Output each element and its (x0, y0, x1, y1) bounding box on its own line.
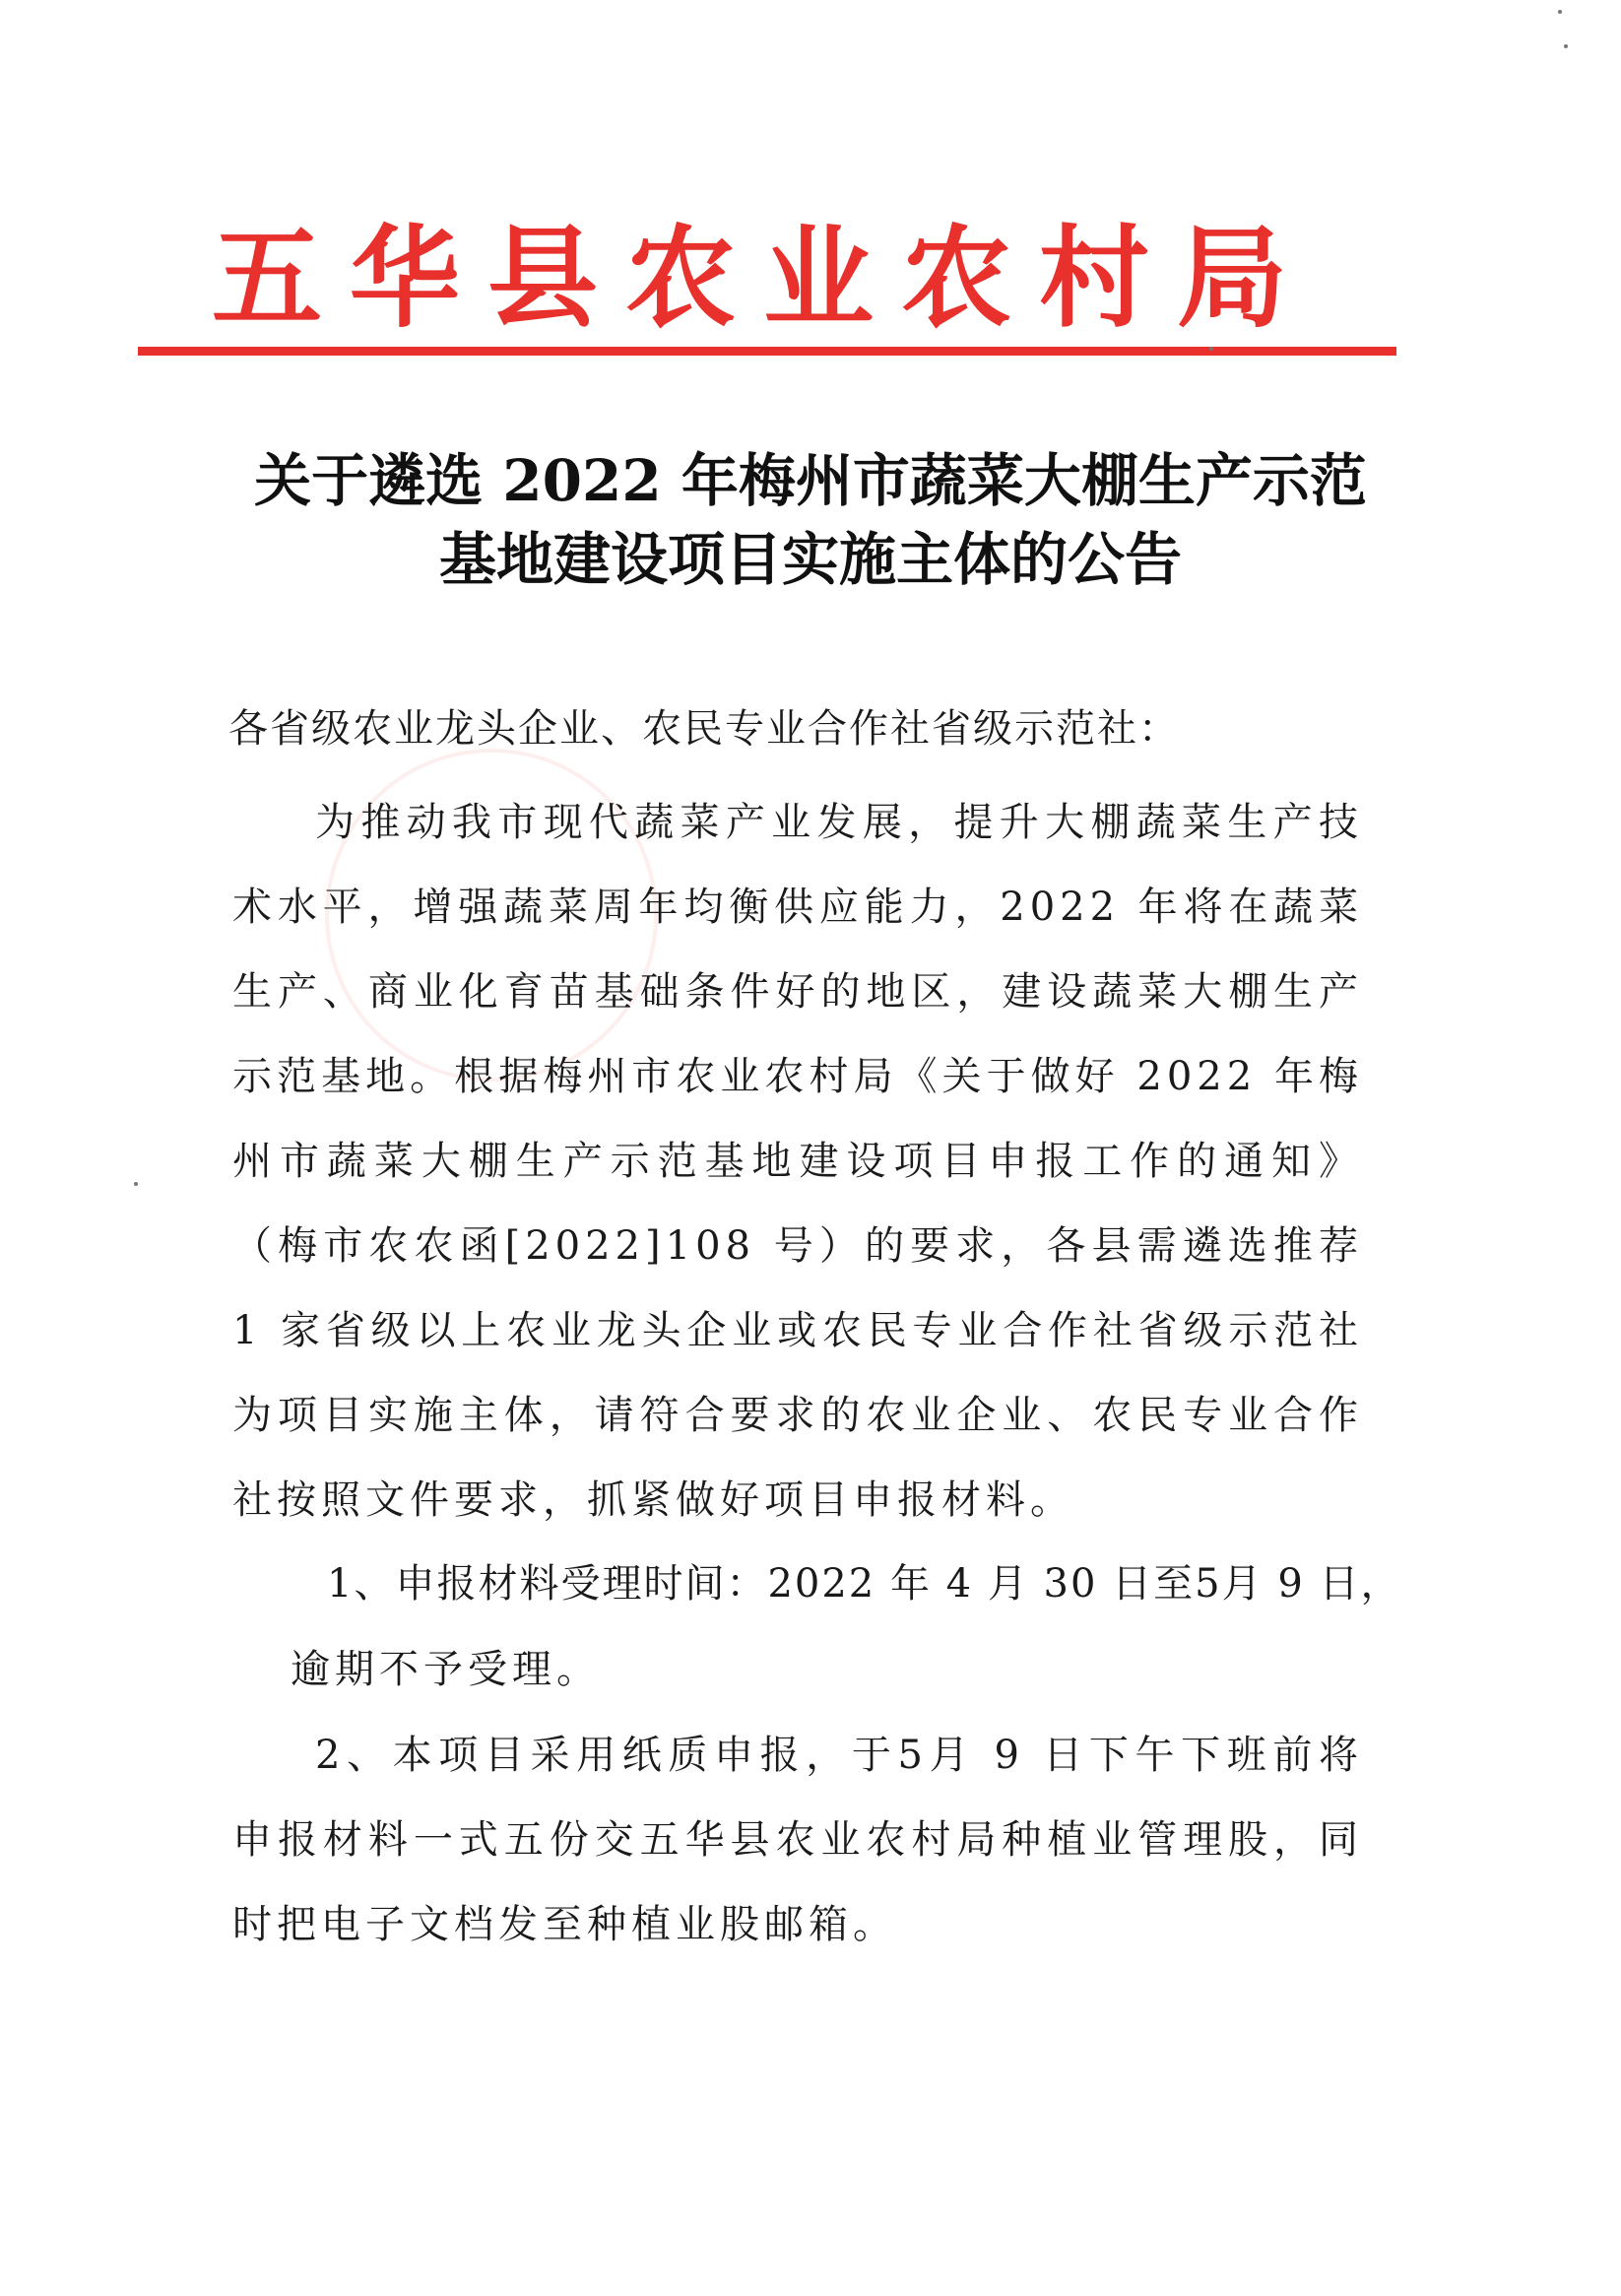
notice-title-line-2: 基地建设项目实施主体的公告 (438, 526, 1182, 593)
body-paragraph: 为推动我市现代蔬菜产业发展，提升大棚蔬菜生产技术水平，增强蔬菜周年均衡供应能力，2022 年将在蔬菜生产、商业化育苗基础条件好的地区，建设蔬菜大棚生产示范基地。根据梅州市农业农村局《关于做好 2022 年梅州市蔬菜大棚生产示范基地建设项目申报工作的通知》（梅市农农函[2022]108 号）的要求，各县需遴选推荐 1 家省级以上农业龙头企业或农民专业合作社省级示范社为项目实施主体，请符合要求的农业企业、农民专业合作社按照文件要求，抓紧做好项目申报材料。 (232, 800, 1363, 1523)
item-1-line-1: 1、申报材料受理时间：2022 年 4 月 30 日至5月 9 日， (327, 1561, 1402, 1607)
notice-title (148, 441, 1473, 599)
letterhead-red-rule (138, 347, 1396, 356)
scan-speck (134, 1182, 138, 1186)
item-2-paragraph: 2、本项目采用纸质申报，于5月 9 日下午下班前将申报材料一式五份交五华县农业农村局种植业管理股，同时把电子文档发至种植业股邮箱。 (232, 1733, 1363, 1947)
scan-speck (1558, 10, 1562, 14)
item-1-line-2: 逾期不予受理。 (291, 1647, 601, 1692)
notice-title-line-1: 关于遴选 2022 年梅州市蔬菜大棚生产示范 (254, 447, 1367, 514)
scan-speck (1209, 347, 1213, 351)
scan-speck (1564, 44, 1568, 48)
salutation: 各省级农业龙头企业、农民专业合作社省级示范社： (228, 706, 1180, 752)
letterhead-org-name: 五华县农业农村局 (212, 214, 1315, 343)
